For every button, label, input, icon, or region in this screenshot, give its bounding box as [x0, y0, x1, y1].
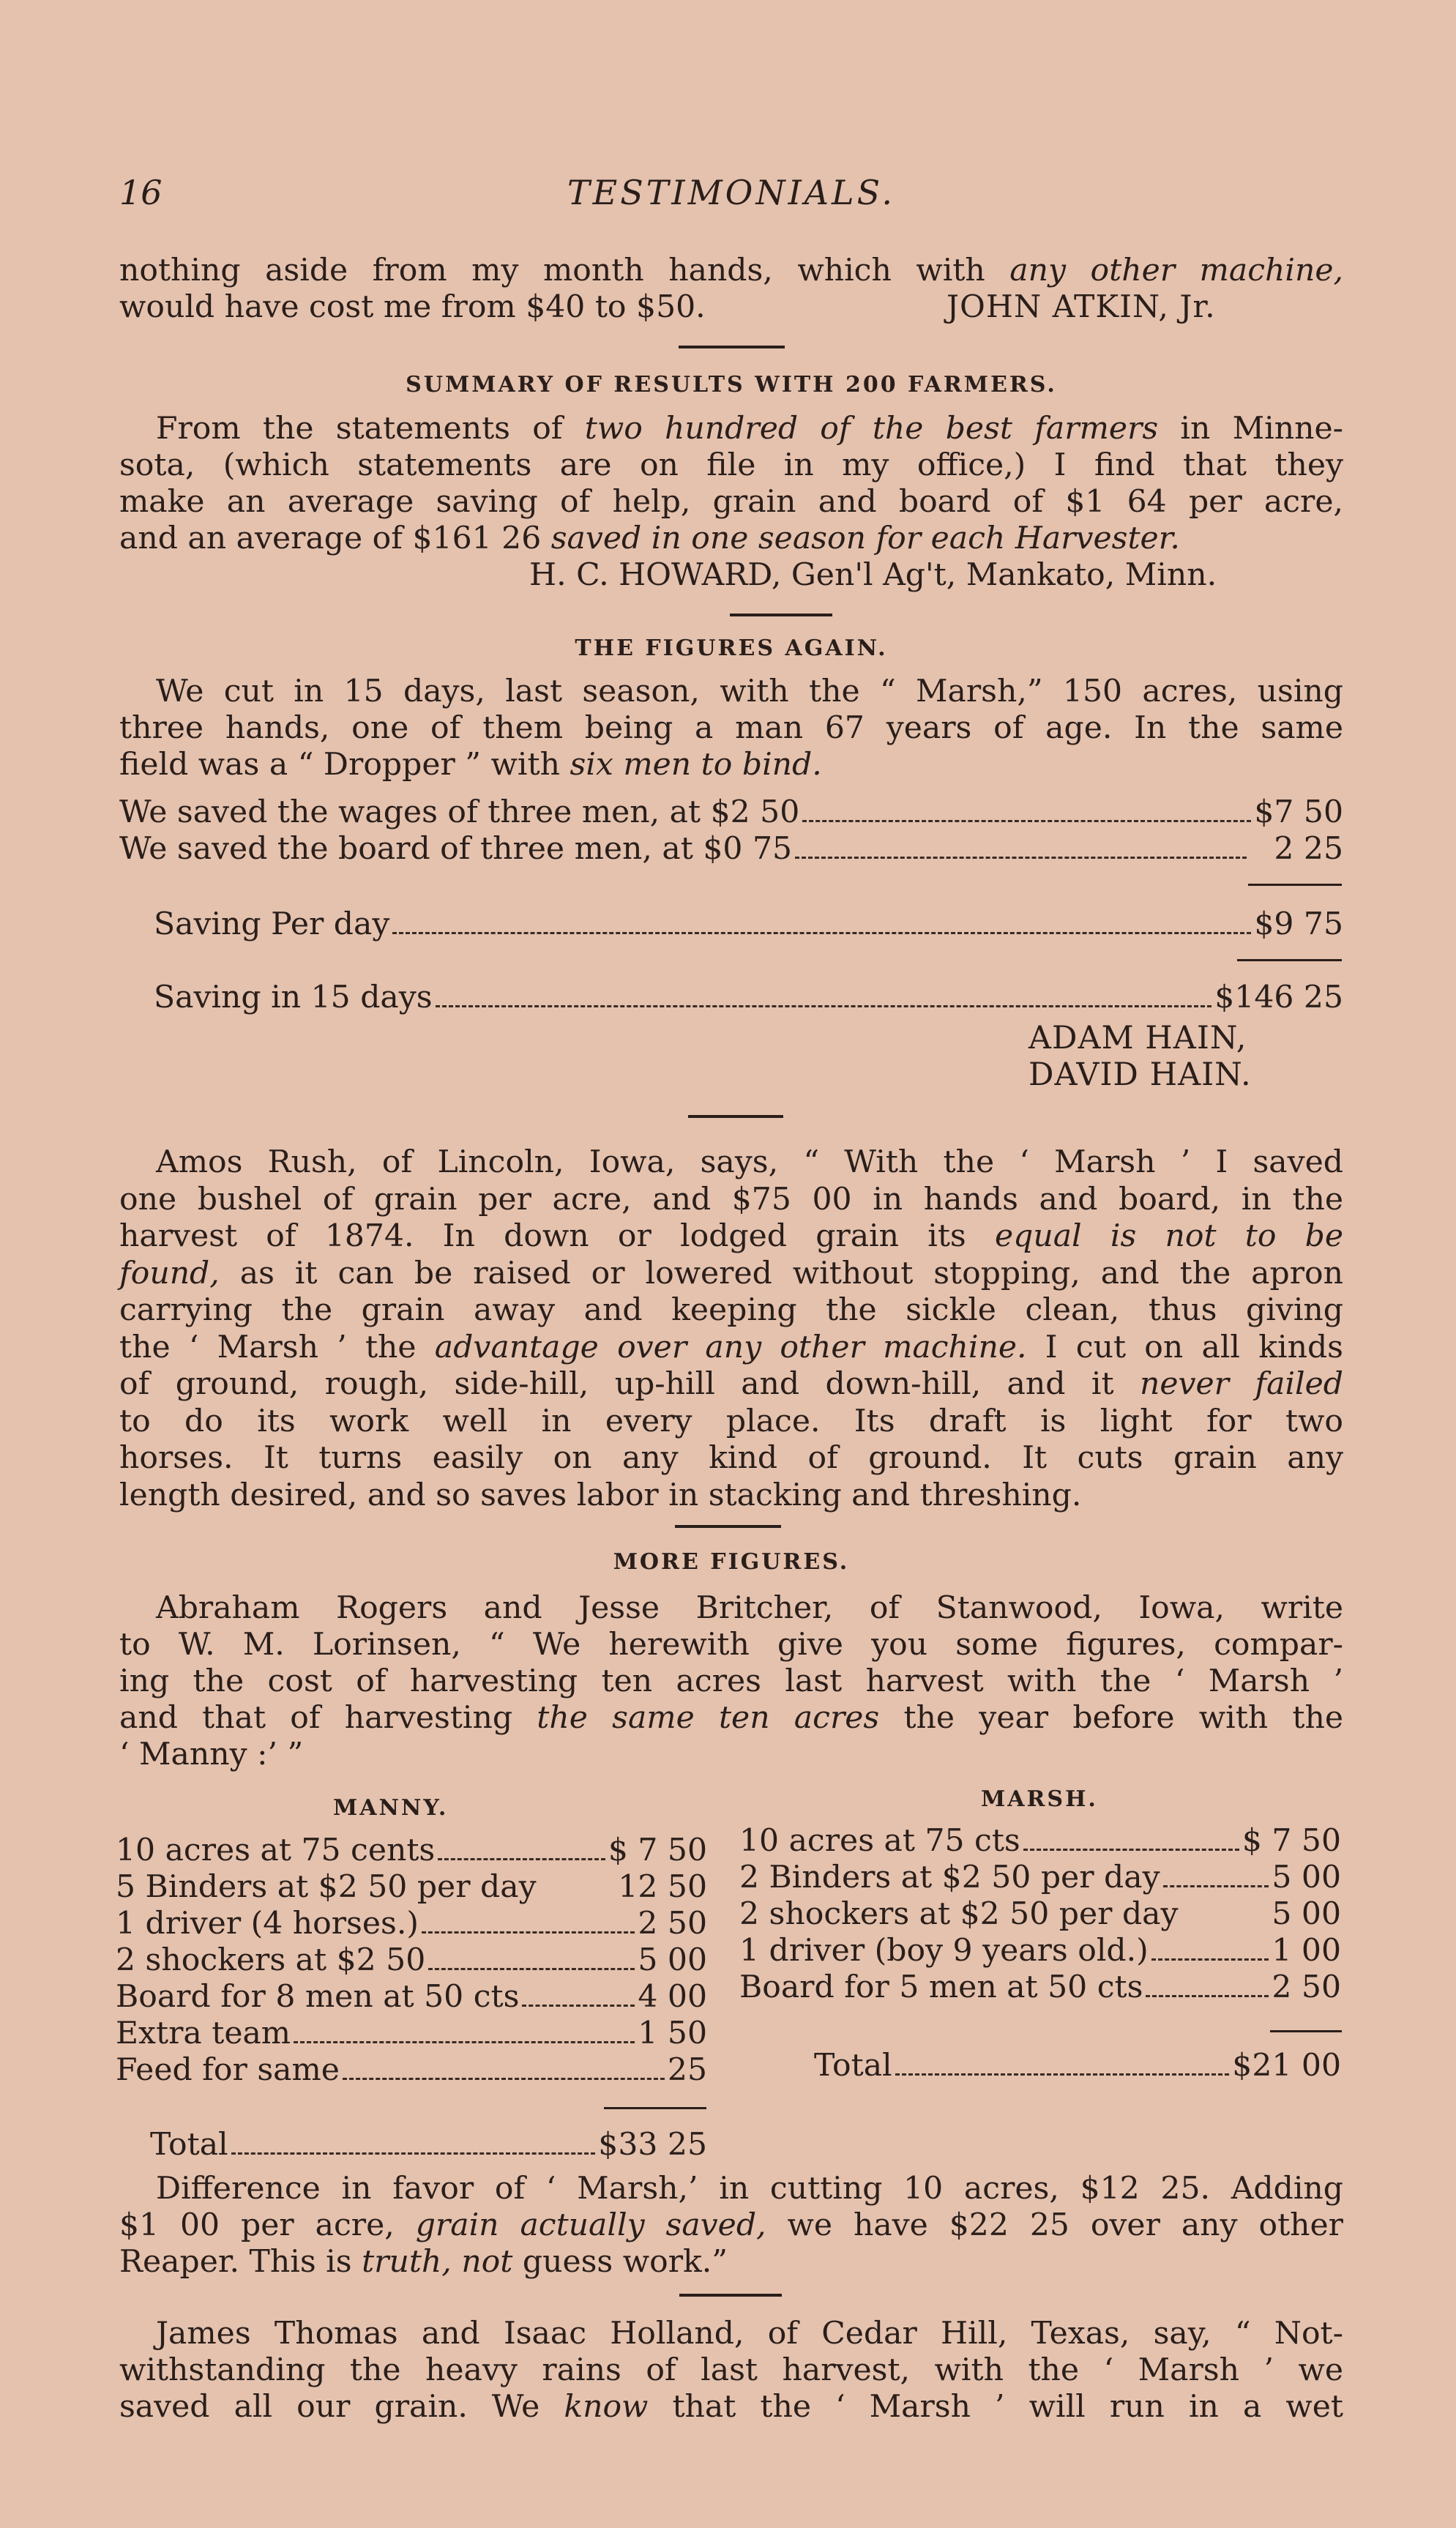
summary-line1-italic: two hundred of the best farmers	[584, 411, 1159, 447]
marsh-heading: MARSH.	[981, 1786, 1098, 1812]
savings-row	[119, 794, 1343, 831]
difference-line2-italic: grain actually saved,	[415, 2207, 766, 2243]
savings-row-label: We saved the wages of three men, at $2 50	[119, 794, 800, 830]
marsh-row-amount: 5 00	[1272, 1896, 1341, 1932]
marsh-row-amount: 1 00	[1272, 1933, 1341, 1969]
rush-line4: as it can be raised or lowered without stopping, and the apron	[219, 1255, 1343, 1291]
marsh-row-amount: 2 50	[1272, 1969, 1341, 2005]
figures-line3: field was a “ Dropper ” with	[119, 747, 570, 783]
savings-row-label: We saved the board of three men, at $0 75	[119, 831, 793, 867]
rush-line3: harvest of 1874. In down or lodged grain its	[119, 1218, 995, 1254]
thomas-line3-end: that the ‘ Marsh ’ will run in a wet	[648, 2389, 1343, 2425]
summary-line1: From the statements of	[156, 411, 585, 447]
manny-row-amount: 5 00	[638, 1942, 707, 1978]
marsh-row-label: 2 Binders at $2 50 per day	[739, 1860, 1160, 1895]
manny-row-label: Board for 8 men at 50 cts	[116, 1979, 520, 2015]
difference-line3: Reaper. This is	[119, 2244, 362, 2280]
manny-row	[116, 1832, 707, 1869]
more-figures-heading: MORE FIGURES.	[613, 1549, 850, 1575]
difference-line1: Difference in favor of ‘ Marsh,’ in cutting 10 acres, $12 25. Adding	[156, 2171, 1343, 2207]
divider	[675, 1525, 781, 1528]
sum-rule	[1270, 2030, 1342, 2032]
savings-row-label: Saving Per day	[154, 906, 390, 942]
manny-row	[116, 1942, 707, 1979]
manny-row-label: 1 driver (4 horses.)	[116, 1906, 419, 1942]
figures-heading: THE FIGURES AGAIN.	[575, 635, 888, 661]
manny-row	[116, 1979, 707, 2016]
sum-rule	[604, 2107, 706, 2109]
marsh-row-label: 10 acres at 75 cts	[739, 1823, 1020, 1859]
more-paragraph	[119, 1590, 1343, 1773]
difference-not: not	[461, 2244, 513, 2280]
manny-row	[116, 1869, 707, 1906]
manny-total	[150, 2127, 707, 2163]
thomas-paragraph	[119, 2316, 1343, 2426]
atkin-line1: nothing aside from my month hands, which with	[119, 253, 1010, 288]
rush-paragraph	[119, 1144, 1343, 1514]
hain-signature-2: DAVID HAIN.	[1028, 1056, 1252, 1093]
summary-line1-end: in Minne-	[1158, 411, 1343, 447]
more-line4-end: the year before with the	[879, 1700, 1343, 1736]
figures-line1: We cut in 15 days, last season, with the “ Marsh,” 150 acres, using	[156, 674, 1343, 709]
savings-row-label: Saving in 15 days	[154, 980, 433, 1015]
manny-total-amount: $33 25	[598, 2127, 707, 2163]
rush-line7: of ground, rough, side-hill, up-hill and down-hill, and it	[119, 1366, 1140, 1402]
marsh-row	[739, 1896, 1341, 1933]
page-number: 16	[119, 173, 163, 212]
manny-row-label: 10 acres at 75 cents	[116, 1832, 436, 1868]
rush-line10: length desired, and so saves labor in stacking and threshing.	[119, 1477, 1082, 1513]
marsh-row	[739, 1933, 1341, 1969]
more-line4: and that of harvesting	[119, 1700, 537, 1736]
marsh-total-label: Total	[814, 2048, 892, 2084]
summary-heading: SUMMARY OF RESULTS WITH 200 FARMERS.	[406, 372, 1057, 398]
summary-signature: H. C. HOWARD, Gen'l Ag't, Mankato, Minn.	[529, 557, 1217, 593]
savings-per-day	[154, 906, 1343, 943]
figures-paragraph	[119, 674, 1343, 783]
summary-paragraph	[119, 411, 1343, 594]
marsh-row-amount: $ 7 50	[1242, 1823, 1341, 1859]
manny-row-amount: $ 7 50	[608, 1832, 707, 1868]
difference-line2: $1 00 per acre,	[119, 2207, 416, 2243]
savings-row	[119, 831, 1343, 868]
thomas-line1: James Thomas and Isaac Holland, of Cedar Hill, Texas, say, “ Not-	[156, 2316, 1343, 2352]
savings-row-amount: 2 25	[1274, 831, 1343, 867]
more-line1: Abraham Rogers and Jesse Britcher, of Stanwood, Iowa, write	[156, 1590, 1343, 1626]
difference-line2-end: we have $22 25 over any other	[766, 2207, 1343, 2243]
manny-row-amount: 2 50	[638, 1906, 707, 1942]
savings-row-amount: $7 50	[1254, 794, 1343, 830]
manny-total-label: Total	[150, 2127, 228, 2163]
marsh-row	[739, 1969, 1341, 2006]
difference-line3-end: guess work.”	[512, 2244, 728, 2280]
atkin-paragraph	[119, 253, 1343, 326]
manny-row-amount: 12 50	[618, 1869, 707, 1905]
manny-row-label: 5 Binders at $2 50 per day	[116, 1869, 537, 1905]
rush-line7-italic: never failed	[1139, 1366, 1344, 1402]
hain-signature-1: ADAM HAIN,	[1028, 1020, 1247, 1056]
atkin-signature: JOHN ATKIN, Jr.	[947, 289, 1216, 325]
atkin-line1-italic: any other machine,	[1009, 253, 1343, 288]
marsh-row-label: 1 driver (boy 9 years old.)	[739, 1933, 1149, 1969]
marsh-total	[814, 2048, 1341, 2084]
marsh-table	[739, 1823, 1341, 2006]
divider	[679, 346, 785, 348]
manny-row-amount: 25	[667, 2052, 707, 2088]
rush-line4-italic: found,	[119, 1255, 220, 1291]
savings-row-amount: $146 25	[1214, 980, 1343, 1015]
marsh-row-amount: 5 00	[1272, 1860, 1341, 1895]
manny-row-label: Extra team	[116, 2016, 291, 2051]
thomas-line3: saved all our grain. We	[119, 2389, 564, 2425]
rush-line2: one bushel of grain per acre, and $75 00 in hands and board, in the	[119, 1181, 1343, 1218]
thomas-line3-italic: know	[564, 2389, 649, 2425]
manny-row-amount: 4 00	[638, 1979, 707, 2015]
manny-row-label: Feed for same	[116, 2052, 340, 2088]
marsh-total-amount: $21 00	[1232, 2048, 1341, 2084]
more-line5: ‘ Manny :’ ”	[119, 1737, 304, 1772]
manny-row	[116, 1906, 707, 1942]
rush-line3-italic: equal is not to be	[994, 1218, 1343, 1254]
difference-paragraph	[119, 2171, 1343, 2281]
marsh-row-label: Board for 5 men at 50 cts	[739, 1969, 1143, 2005]
rush-line1: Amos Rush, of Lincoln, Iowa, says, “ With the ‘ Marsh ’ I saved	[156, 1144, 1343, 1180]
sum-rule	[1248, 884, 1342, 886]
summary-line3: make an average saving of help, grain and board of $1 64 per acre,	[119, 484, 1343, 520]
page-header	[119, 173, 1343, 217]
savings-table	[119, 794, 1343, 868]
more-line4-italic: the same ten acres	[537, 1700, 880, 1736]
summary-line4-italic: saved in one season for each Harvester.	[550, 521, 1180, 556]
rush-line6-end: I cut on all kinds	[1026, 1329, 1343, 1365]
marsh-row	[739, 1823, 1341, 1860]
manny-row	[116, 2016, 707, 2052]
difference-truth: truth,	[362, 2244, 452, 2280]
manny-row	[116, 2052, 707, 2089]
divider	[688, 1115, 783, 1118]
thomas-line2: withstanding the heavy rains of last harvest, with the ‘ Marsh ’ we	[119, 2352, 1343, 2388]
divider	[679, 2294, 782, 2297]
figures-line3-italic: six men to bind.	[570, 747, 822, 783]
manny-row-amount: 1 50	[638, 2016, 707, 2051]
atkin-line2: would have cost me from $40 to $50.	[119, 289, 706, 325]
rush-line6-italic: advantage over any other machine.	[434, 1329, 1027, 1365]
more-line3: ing the cost of harvesting ten acres last harvest with the ‘ Marsh ’	[119, 1663, 1343, 1699]
summary-line4: and an average of $161 26	[119, 521, 551, 556]
savings-row-amount: $9 75	[1254, 906, 1343, 942]
rush-line8: to do its work well in every place. Its draft is light for two	[119, 1403, 1343, 1439]
manny-heading: MANNY.	[333, 1795, 449, 1821]
rush-line9: horses. It turns easily on any kind of ground. It cuts grain any	[119, 1440, 1343, 1476]
more-line2: to W. M. Lorinsen, “ We herewith give you some figures, compar-	[119, 1627, 1343, 1663]
manny-row-label: 2 shockers at $2 50	[116, 1942, 426, 1978]
running-head: TESTIMONIALS.	[567, 173, 896, 212]
rush-line5: carrying the grain away and keeping the sickle clean, thus giving	[119, 1292, 1343, 1328]
savings-15-days	[154, 980, 1343, 1016]
sum-rule	[1237, 959, 1342, 961]
divider	[730, 614, 832, 616]
summary-line2: sota, (which statements are on file in my office,) I find that they	[119, 447, 1343, 483]
rush-line6: the ‘ Marsh ’ the	[119, 1329, 435, 1365]
figures-line2: three hands, one of them being a man 67 years of age. In the same	[119, 710, 1343, 746]
marsh-row-label: 2 shockers at $2 50 per day	[739, 1896, 1179, 1932]
manny-table	[116, 1832, 707, 2089]
marsh-row	[739, 1860, 1341, 1896]
difference-space	[452, 2244, 462, 2280]
